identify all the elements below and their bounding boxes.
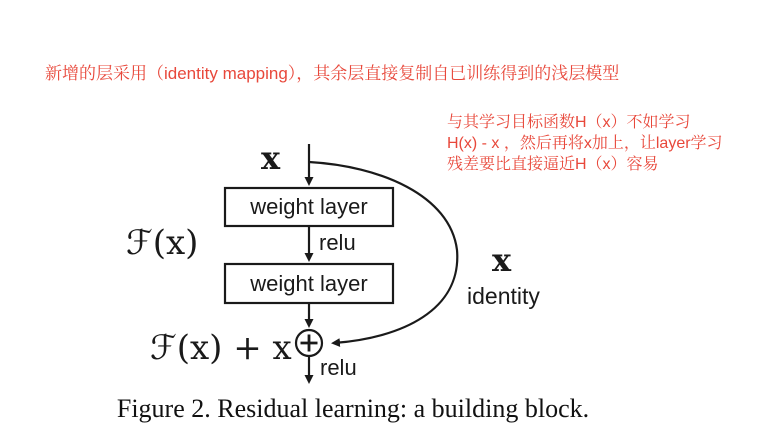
annotation-right-note-line-2: H(x) - x ，然后再将x加上，让layer学习 [447,135,723,152]
relu-out-label: relu [320,355,357,380]
input-x-label: x [261,139,281,177]
identity-x-label: x [492,241,512,279]
output-sum-label: ℱ(x) + x [150,328,292,368]
identity-label: identity [467,283,540,309]
weight-layer-1-label: weight layer [250,194,368,219]
residual-function-label: ℱ(x) [126,223,199,263]
figure-caption: Figure 2. Residual learning: a building block. [116,394,590,423]
annotation-top-note: 新增的层采用（identity mapping），其余层直接复制自已训练得到的浅层模型 [45,64,620,83]
weight-layer-2-label: weight layer [250,270,368,296]
annotation-right-note-line-1: 与其学习目标函数H（x）不如学习 [447,114,691,131]
annotation-right-note-line-3: 残差要比直接逼近H（x）容易 [447,156,659,173]
relu-mid-label: relu [319,230,356,255]
